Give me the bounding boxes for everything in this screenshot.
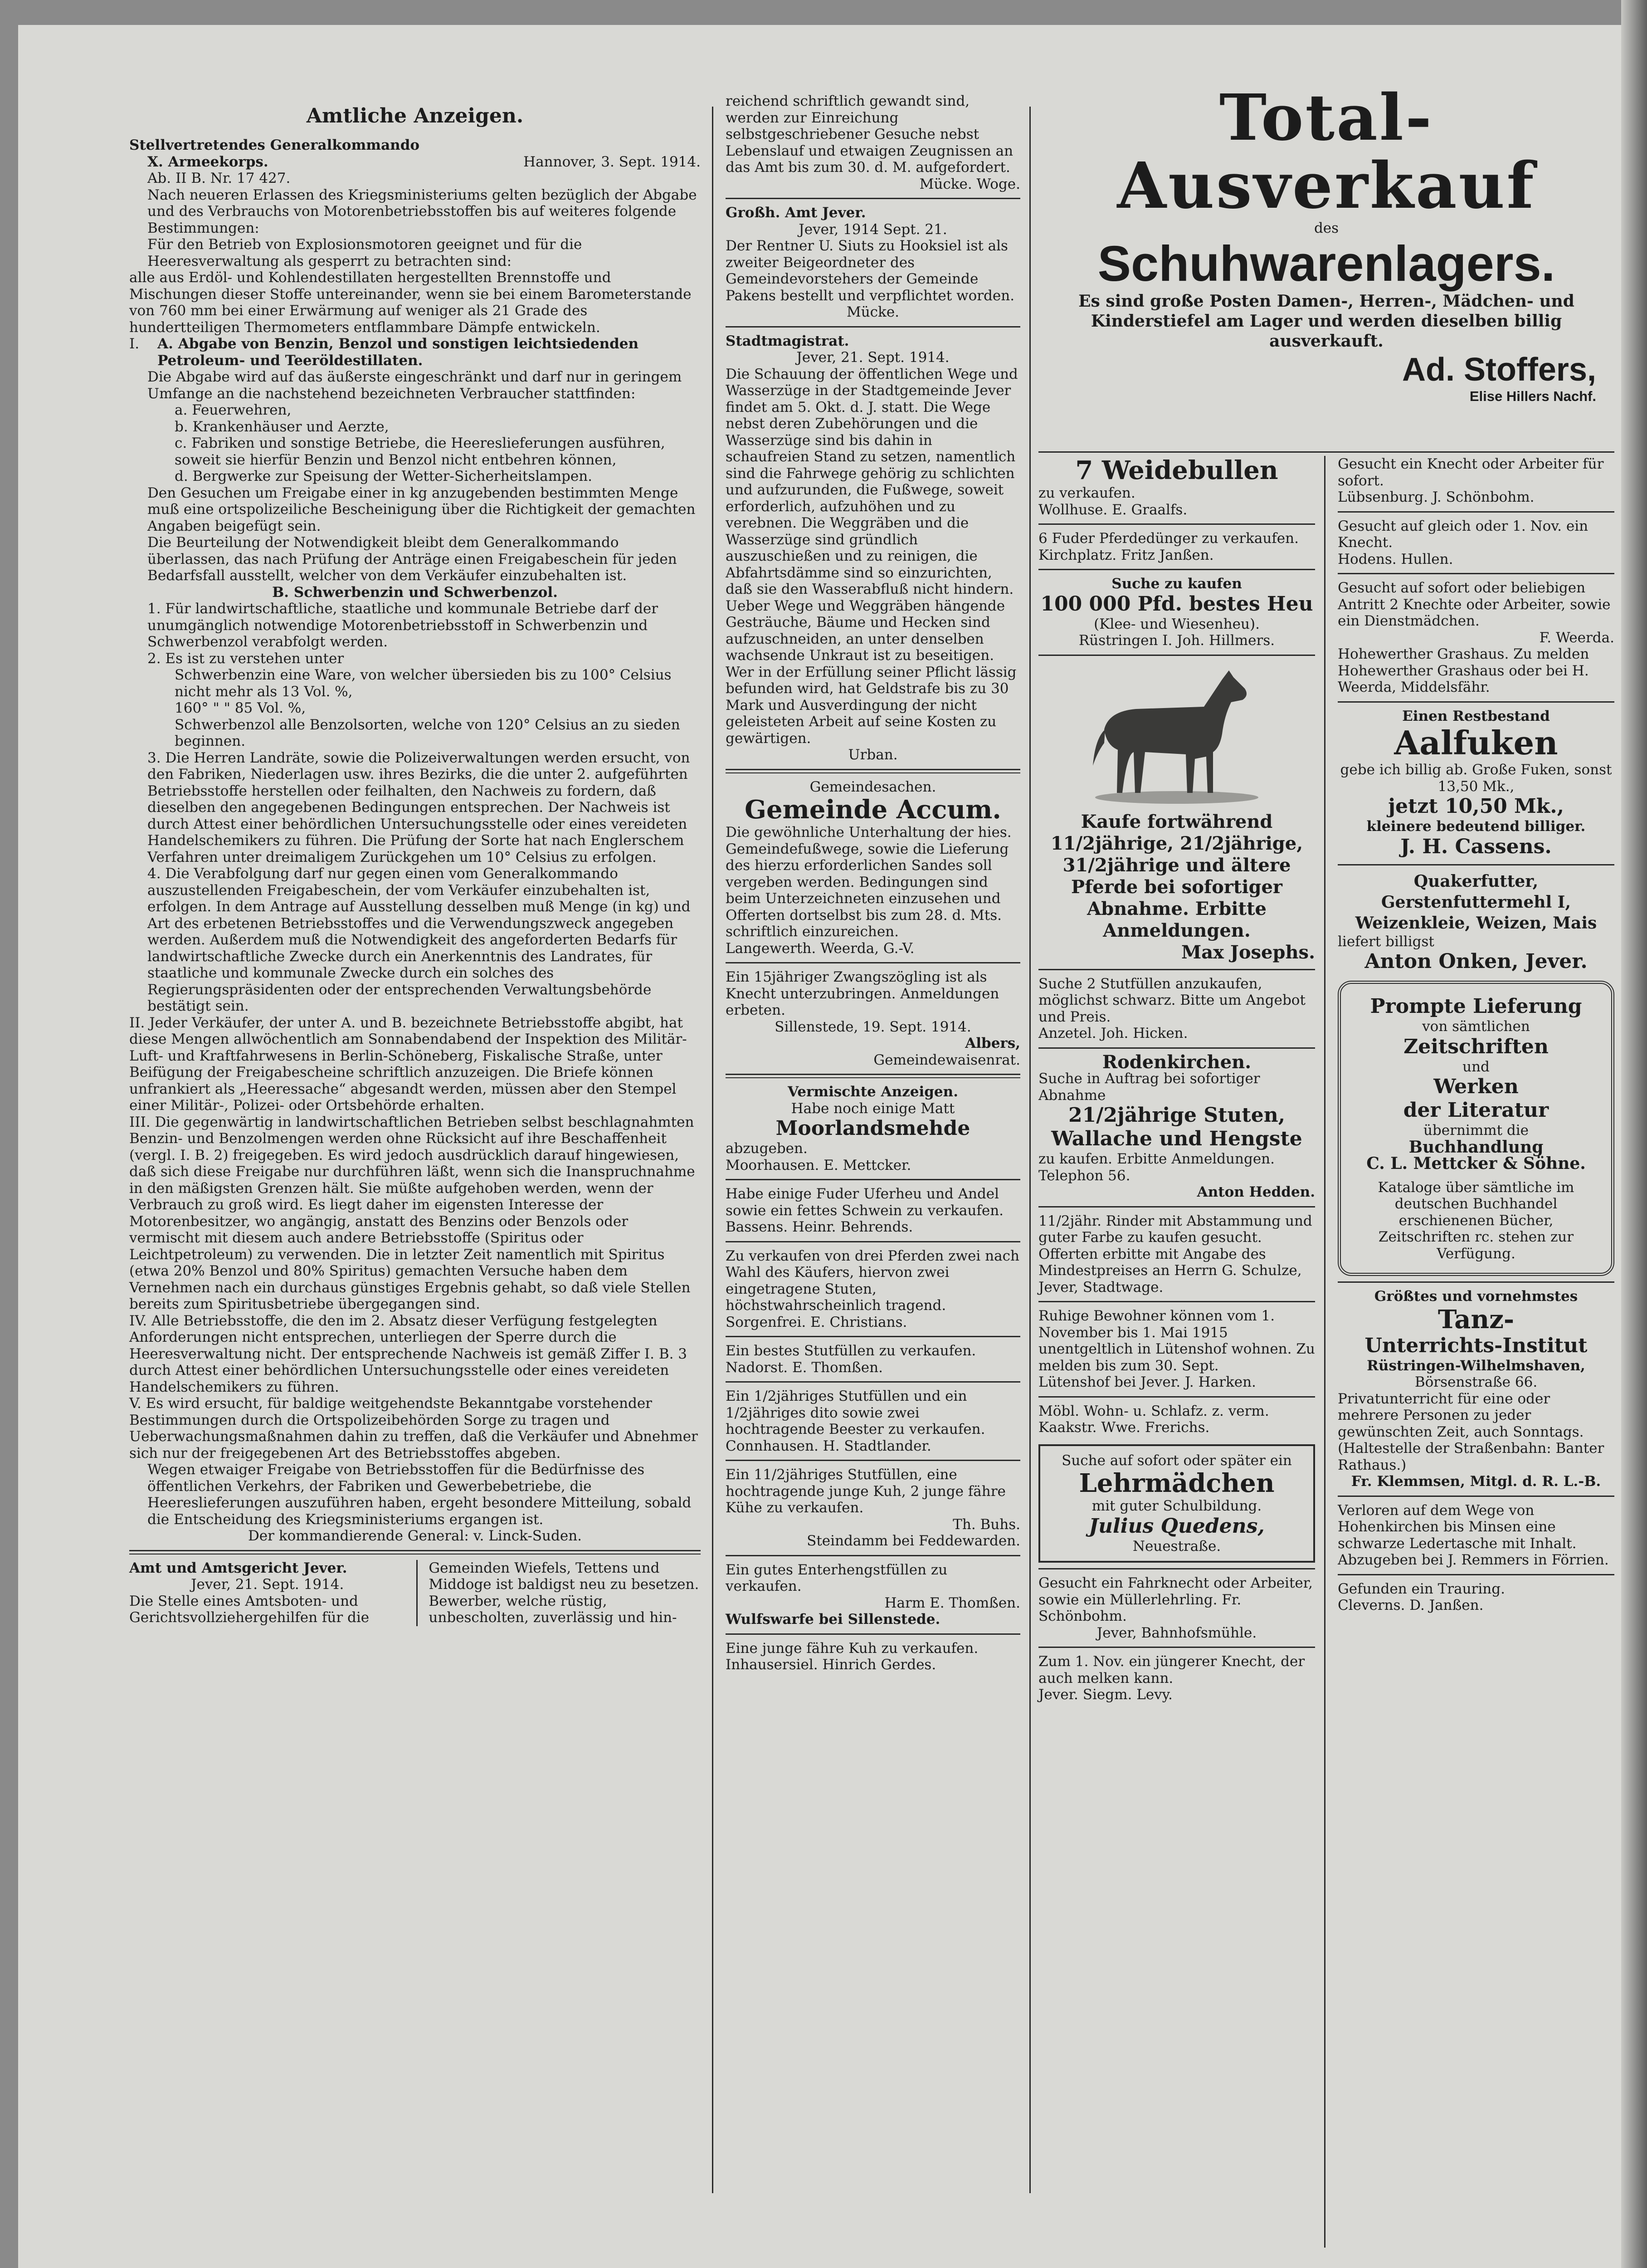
divider (1038, 523, 1315, 525)
signature: Rüstringen I. Joh. Hillmers. (1078, 632, 1275, 649)
ad-text: Börsenstraße 66. (1414, 1374, 1538, 1390)
signature: Inhausersiel. Hinrich Gerdes. (726, 1657, 936, 1673)
ad-text: Gefunden ein Trauring. (1338, 1580, 1505, 1597)
divider (1338, 511, 1614, 513)
ad-text: Ruhige Bewohner können vom 1. November bis 1. Mai 1915 unentgeltlich in Lütenshof wohnen. Zu melden bis zum 30. Sept. (1038, 1308, 1315, 1374)
paragraph: Ein gutes Enterhengstfüllen zu verkaufen. (726, 1561, 948, 1594)
column-notices (726, 93, 1020, 1673)
signature: Jever. Siegm. Levy. (1038, 1686, 1173, 1703)
signature: Lübsenburg. J. Schönbohm. (1338, 489, 1535, 505)
newspaper-page (18, 25, 1621, 2268)
ad-text: Suche zu kaufen (1111, 576, 1242, 592)
paragraph: II. Jeder Verkäufer, der unter A. und B. bezeichnete Betriebsstoffe abgibt, hat diese Mengen allwöchentlich am Sonnabendabend der Inspektion des Militär-Luft- und Kraftfahrwesens in Berlin-Schöneberg, Fiskalische Straße, unter Beifügung der Freigabescheine schriftlich anzuzeigen. Die Briefe können unfrankiert als „Heeressache“ abgesandt werden, müssen aber den Stempel einer Militär-, Polizei- oder Ortsbehörde erhalten. (129, 1014, 687, 1114)
ad-text: kleinere bedeutend billiger. (1366, 818, 1586, 835)
ad-text: mit guter Schulbildung. (1092, 1498, 1262, 1514)
paragraph: Nach neueren Erlassen des Kriegsministeriums gelten bezüglich der Abgabe und des Verbrauchs von Motorenbetriebsstoffen bis auf weiteres folgende Bestimmungen: (147, 186, 697, 236)
paragraph: Schwerbenzol alle Benzolsorten, welche von 120° Celsius an zu sieden beginnen. (175, 716, 680, 749)
divider (726, 326, 1020, 327)
divider (726, 1074, 1020, 1078)
notice-date: Jever, 21. Sept. 1914. (796, 349, 950, 366)
notice-reference: Ab. II B. Nr. 17 427. (147, 170, 291, 186)
divider (1038, 1568, 1315, 1569)
signature: Max Josephs. (1181, 941, 1315, 963)
ad-text: zu kaufen. Erbitte Anmeldungen. Telephon 56. (1038, 1151, 1275, 1184)
section-title: A. Abgabe von Benzin, Benzol und sonstigen leichtsiedenden Petroleum- und Teeröldestillaten. (157, 336, 639, 369)
divider (726, 1336, 1020, 1337)
signature: Fr. Klemmsen, Mitgl. d. R. L.-B. (1351, 1473, 1601, 1490)
ad-title: Schuhwarenlagers. (1097, 235, 1555, 292)
divider (726, 198, 1020, 199)
ad-title: Tanz- (1437, 1304, 1515, 1334)
paragraph: IV. Alle Betriebsstoffe, die den im 2. Absatz dieser Verfügung festgelegten Anforderungen nicht entsprechen, unterliegen der Sperre durch die Heeresverwaltung nicht. Der entsprechende Nachweis ist gemäß Ziffer I. B. 3 durch Attest einer behördlichen Untersuchungsstelle oder eines vereideten Handelschemikers zu führen. (129, 1312, 687, 1395)
signature: Lütenshof bei Jever. J. Harken. (1038, 1374, 1256, 1390)
ad-text: zu verkaufen. (1038, 485, 1135, 501)
ad-title: 21/2jährige Stuten, (1068, 1104, 1286, 1127)
ad-text: Kaufe fortwährend 11/2jährige, 21/2jährige, 31/2jährige und ältere Pferde bei sofortiger Abnahme. Erbitte Anmeldungen. (1050, 811, 1303, 941)
signature: Kaakstr. Wwe. Frerichs. (1038, 1419, 1210, 1436)
ad-title: Aalfuken (1394, 723, 1558, 762)
ad-text: übernimmt die (1423, 1122, 1529, 1139)
ad-text: Neuestraße. (1132, 1538, 1221, 1554)
notice-subtitle: X. Armeekorps. (147, 153, 268, 170)
column-ads-c (1338, 456, 1614, 1614)
ad-title: Moorlandsmehde (775, 1117, 970, 1140)
signature: Kirchplatz. Fritz Janßen. (1038, 547, 1214, 563)
ad-text: Rüstringen-Wilhelmshaven, (1367, 1357, 1585, 1374)
divider (726, 1555, 1020, 1556)
paragraph: Die Stelle eines Amtsboten- und Gerichtsvollziehergehilfen für die (129, 1593, 370, 1626)
ad-title: Werken (1433, 1075, 1519, 1098)
ad-text: Kataloge über sämtliche im deutschen Buchhandel erschienenen Bücher, Zeitschriften rc. stehen zur Verfügung. (1378, 1179, 1574, 1262)
divider (1038, 451, 1614, 453)
divider (1038, 1647, 1315, 1648)
divider (1038, 569, 1315, 570)
column-ads-b (1038, 456, 1315, 1703)
ad-title: Lehrmädchen (1079, 1468, 1275, 1498)
ad-text: von sämtlichen (1422, 1018, 1530, 1035)
ad-title: Total-Ausverkauf (1117, 81, 1536, 223)
ad-title: Zeitschriften (1403, 1035, 1549, 1058)
ad-text: des (1314, 220, 1339, 236)
ad-text: 6 Fuder Pferdedünger zu verkaufen. (1038, 530, 1299, 547)
signature: Anton Hedden. (1197, 1184, 1315, 1200)
notice-date: Jever, 21. Sept. 1914. (191, 1576, 344, 1593)
ad-box-buchhandlung (1338, 981, 1614, 1276)
notice-title: Stellvertretendes Generalkommando (129, 137, 420, 153)
paragraph: alle aus Erdöl- und Kohlendestillaten hergestellten Brennstoffe und Mischungen dieser Stoffe untereinander, wenn sie bei einem Barometerstande von 760 mm bei einer Erwärmung auf weniger als 21 Grade des hundertteiligen Thermometers entflammbare Dämpfe entwickeln. (129, 269, 692, 336)
ad-title: Wallache und Hengste (1051, 1127, 1302, 1150)
list-item: b. Krankenhäuser und Aerzte, (175, 418, 389, 435)
paragraph: III. Die gegenwärtig in landwirtschaftlichen Betrieben selbst beschlagnahmten Benzin- und Benzolmengen werden ohne Rücksicht auf ihre Beschaffenheit (vergl. I. B. 2) freigegeben. Es wird jedoch ausdrücklich darauf hingewiesen, daß sich diese Freigabe nur durchführen läßt, wenn sich die Inanspruchnahme in den mäßigsten Grenzen hält. Sie müßte aufgehoben werden, wenn der Verbrauch zu groß wird. Es liegt daher im eigensten Interesse der Motorenbesitzer, wo angängig, anstatt des Benzins oder Benzols oder vermischt mit diesem auch andere Betriebsstoffe (Spiritus oder Leichtpetroleum) zu verwenden. Die in letzter Zeit namentlich mit Spiritus (etwa 20% Benzol und 80% Spiritus) gemachten Versuche haben dem Vernehmen nach ein durchaus günstiges Ergebnis gehabt, so daß viele Stellen bereits zum Spiritusbetriebe übergegangen sind. (129, 1114, 695, 1312)
ad-text: Privatunterricht für eine oder mehrere Personen zu jeder gewünschten Zeit, auch Sonntags. (Haltestelle der Straßenbahn: Banter Rathaus.) (1338, 1390, 1604, 1473)
page-edge (1621, 0, 1647, 2268)
signature: Albers, (965, 1035, 1020, 1051)
column-rule (1324, 456, 1325, 2248)
signature: Wulfswarfe bei Sillenstede. (726, 1611, 940, 1628)
notice-date: Hannover, 3. Sept. 1914. (523, 153, 701, 170)
divider (726, 1460, 1020, 1461)
divider (1038, 1396, 1315, 1398)
section-heading: Gemeindesachen. (809, 778, 936, 795)
paragraph: 4. Die Verabfolgung darf nur gegen einen vom Generalkommando auszustellenden Freigabeschein, der vom Verkäufer einzubehalten ist, erfolgen. In dem Antrage auf Ausstellung desselben muß Menge (in kg) und Art des erbetenen Betriebsstoffes und die Verwendungszweck angegeben werden. Außerdem muß die Notwendigkeit des angeforderten Bedarfs für landwirtschaftliche Zwecke durch ein Anerkenntnis des Landrates, für staatliche und kommunale Zwecke durch ein solches des Regierungspräsidenten oder der entsprechenden Verwaltungsbehörde bestätigt sein. (147, 865, 691, 1014)
ad-text: 11/2jähr. Rinder mit Abstammung und guter Farbe zu kaufen gesucht. Offerten erbitte mit Angabe des Mindestpreises an Herrn G. Schulze, Jever, Stadtwage. (1038, 1212, 1312, 1295)
paragraph: V. Es wird ersucht, für baldige weitgehendste Bekanntgabe vorstehender Bestimmungen durch die Ortspolizeibehörden Sorge zu tragen und Ueberwachungsmaßnahmen dahin zu treffen, daß die Verkäufer und Abnehmer sich nur der freigegebenen Art des Betriebsstoffes abgeben. (129, 1395, 698, 1461)
paragraph: Zu verkaufen von drei Pferden zwei nach Wahl des Käufers, hiervon zwei eingetragene Stuten, höchstwahrscheinlich tragend. (726, 1247, 1019, 1314)
ad-text: und (1462, 1058, 1490, 1075)
divider (1038, 1206, 1315, 1207)
horse-illustration (1077, 661, 1277, 807)
ad-text: Es sind große Posten Damen-, Herren-, Mädchen- und Kinderstiefel am Lager und werden dieselben billig ausverkauft. (1078, 291, 1574, 351)
paragraph: Die gewöhnliche Unterhaltung der hies. Gemeindefußwege, sowie die Lieferung des hierzu erforderlichen Sandes soll vergeben werden. Bedingungen sind beim Unterzeichneten einzusehen und Offerten dortselbst bis zum 28. d. Mts. schriftlich einzureichen. (726, 824, 1012, 940)
list-item: d. Bergwerke zur Speisung der Wetter-Sicherheitslampen. (175, 468, 593, 484)
paragraph: Der Rentner U. Siuts zu Hooksiel ist als zweiter Beigeordneter des Gemeindevorstehers der Gemeinde Pakens bestellt und verpflichtet worden. (726, 238, 1015, 304)
ad-text: gebe ich billig ab. Große Fuken, sonst 13,50 Mk., (1340, 762, 1612, 795)
divider (726, 1179, 1020, 1180)
signature: Anton Onken, Jever. (1364, 950, 1588, 973)
ad-price: jetzt 10,50 Mk., (1388, 795, 1564, 818)
divider (1038, 1301, 1315, 1302)
ad-title: der Literatur (1403, 1099, 1549, 1122)
signature: Harm E. Thomßen. (884, 1594, 1020, 1611)
ad-text: Suche auf sofort oder später ein (1062, 1452, 1292, 1469)
signature: Langewerth. Weerda, G.-V. (726, 940, 915, 957)
divider (726, 1381, 1020, 1383)
paragraph: Ein 11/2jähriges Stutfüllen, eine hochtragende junge Kuh, 2 junge fähre Kühe zu verkaufen. (726, 1466, 1006, 1516)
column-rule (712, 107, 713, 2193)
notice-date: Sillenstede, 19. Sept. 1914. (775, 1018, 971, 1035)
notice-title: Stadtmagistrat. (726, 332, 849, 349)
ad-text: Suche 2 Stutfüllen anzukaufen, möglichst schwarz. Bitte um Angebot und Preis. (1038, 975, 1306, 1025)
ad-title: Buchhandlung (1408, 1137, 1544, 1157)
paragraph: 160° " " 85 Vol. %, (175, 700, 306, 716)
ad-title: Unterrichts-Institut (1364, 1334, 1588, 1357)
ad-title: Rodenkirchen. (1102, 1051, 1252, 1073)
divider (1338, 1496, 1614, 1497)
list-item: a. Feuerwehren, (175, 402, 292, 418)
paragraph: Habe noch einige Matt (791, 1100, 955, 1117)
divider (726, 1633, 1020, 1635)
paragraph: reichend schriftlich gewandt sind, werden zur Einreichung selbstgeschriebener Gesuche nebst Lebenslauf und etwaigen Zeugnissen an das Amt bis zum 30. d. M. aufgefordert. (726, 93, 1014, 176)
paragraph: 2. Es ist zu verstehen unter (147, 650, 344, 667)
paragraph: Ein 15jähriger Zwangszögling ist als Knecht unterzubringen. Anmeldungen erbeten. (726, 969, 999, 1018)
divider (726, 962, 1020, 963)
divider (1038, 1047, 1315, 1049)
divider (1038, 969, 1315, 970)
column-official (129, 104, 701, 1626)
signature: Urban. (848, 747, 898, 763)
paragraph: Die Schauung der öffentlichen Wege und Wasserzüge in der Stadtgemeinde Jever findet am 5. Okt. d. J. statt. Die Wege nebst deren Zubehörungen und die Wasserzüge sind bis dahin in schaufreien Stand zu setzen, namentlich sind die Fahrwege gehörig zu schlichten und aufzurunden, die Fußwege, soweit erforderlich, aufzuhöhen und zu verebnen. Die Weggräben und die Wasserzüge sind gründlich auszuschießen und zu reinigen, die Abfahrtsdämme sind so einzurichten, daß sie den Wasserabfluß nicht hindern. Ueber Wege und Weggräben hängende Gesträuche, Bäume und Hecken sind aufzuschneiden, an unter denselben wachsende Unkraut ist zu beseitigen. (726, 366, 1018, 664)
paragraph: Wegen etwaiger Freigabe von Betriebsstoffen für die Bedürfnisse des öffentlichen Verkehrs, der Fabriken und Gewerbebetriebe, die Heereslieferungen auszuführen haben, ergeht besondere Mitteilung, sobald die Entscheidung des Kriegsministeriums ergangen ist. (147, 1461, 692, 1528)
ad-text: Gesucht auf gleich oder 1. Nov. ein Knecht. (1338, 518, 1589, 551)
signature: Mücke. (846, 304, 900, 320)
paragraph: Den Gesuchen um Freigabe einer in kg anzugebenden bestimmten Menge muß eine ortspolizeiliche Bescheinigung über die Richtigkeit der gemachten Angaben beigefügt sein. (147, 484, 696, 534)
paragraph: Gemeinden Wiefels, Tettens und Middoge ist baldigst neu zu besetzen. Bewerber, welche rüstig, unbescholten, zuverlässig und hin- (429, 1559, 699, 1626)
ad-text: Hohewerther Grashaus. Zu melden Hohewerther Grashaus oder bei H. Weerda, Middelsfähr. (1338, 646, 1589, 695)
ad-text: Elise Hillers Nachf. (1469, 388, 1596, 404)
paragraph: abzugeben. (726, 1140, 808, 1157)
signature: Connhausen. H. Stadtlander. (726, 1437, 931, 1454)
signature: Hodens. Hullen. (1338, 551, 1453, 567)
signature: Sorgenfrei. E. Christians. (726, 1314, 907, 1330)
signature: F. Weerda. (1539, 629, 1614, 646)
section-heading: Amtliche Anzeigen. (306, 104, 524, 127)
ad-box-lehrmaedchen (1038, 1444, 1315, 1563)
ad-text: Gesucht auf sofort oder beliebigen Antritt 2 Knechte oder Arbeiter, sowie ein Dienstmädchen. (1338, 580, 1611, 629)
paragraph: Schwerbenzin eine Ware, von welcher übersieden bis zu 100° Celsius nicht mehr als 13 Vol. %, (175, 667, 672, 700)
section-heading: Vermischte Anzeigen. (788, 1084, 958, 1100)
divider (1338, 573, 1614, 574)
column-rule (1029, 107, 1031, 2193)
ad-title: Ad. Stoffers, (1402, 351, 1596, 388)
signature: Wollhuse. E. Graalfs. (1038, 501, 1188, 518)
signature: Mücke. Woge. (919, 176, 1020, 192)
signature: Cleverns. D. Janßen. (1338, 1597, 1484, 1613)
divider (1338, 1281, 1614, 1283)
ad-title: 100 000 Pfd. bestes Heu (1040, 592, 1313, 616)
ad-text: Suche in Auftrag bei sofortiger Abnahme (1038, 1070, 1260, 1104)
list-item: c. Fabriken und sonstige Betriebe, die Heereslieferungen ausführen, soweit sie hierfür Benzin und Benzol nicht entbehren können, (175, 435, 665, 468)
ad-text: Gesucht ein Knecht oder Arbeiter für sofort. (1338, 456, 1604, 489)
ad-text: Verloren auf dem Wege von Hohenkirchen bis Minsen eine schwarze Ledertasche mit Inhalt. Abzugeben bei J. Remmers in Förrien. (1338, 1502, 1609, 1568)
divider (1338, 701, 1614, 703)
signature: Nadorst. E. Thomßen. (726, 1359, 883, 1376)
section-number: I. (129, 336, 140, 352)
paragraph: Die Beurteilung der Notwendigkeit bleibt dem Generalkommando überlassen, das nach Prüfung der Anträge einen Freigabeschein für jeden Bedarfsfall ausstellt, welcher von dem Verkäufer einzubehalten ist. (147, 534, 677, 584)
ad-text: Möbl. Wohn- u. Schlafz. z. verm. (1038, 1403, 1269, 1419)
divider (1038, 655, 1315, 656)
notice-date: Jever, 1914 Sept. 21. (799, 221, 947, 238)
divider (129, 1550, 701, 1554)
signature: Jever, Bahnhofsmühle. (1096, 1624, 1257, 1641)
ad-title: Julius Quedens, (1089, 1514, 1265, 1538)
ad-text: Gesucht ein Fahrknecht oder Arbeiter, sowie ein Müllerlehrling. Fr. Schönbohm. (1038, 1575, 1313, 1624)
signature: J. H. Cassens. (1400, 835, 1552, 858)
ad-text: Quakerfutter, Gerstenfuttermehl I, Weizenkleie, Weizen, Mais (1355, 871, 1597, 933)
paragraph: Für den Betrieb von Explosionsmotoren geeignet und für die Heeresverwaltung als gesperrt zu betrachten sind: (147, 236, 582, 269)
signature: Th. Buhs. (953, 1516, 1020, 1533)
divider (1338, 1574, 1614, 1575)
paragraph: Wer in der Erfüllung seiner Pflicht lässig befunden wird, hat Geldstrafe bis zu 30 Mark und Ausverdingung der nicht geleisteten Arbeit auf seine Kosten zu gewärtigen. (726, 664, 1017, 747)
ad-text: liefert billigst (1338, 933, 1434, 950)
ad-title: C. L. Mettcker & Söhne. (1366, 1154, 1586, 1173)
ad-text: Zum 1. Nov. ein jüngerer Knecht, der auch melken kann. (1038, 1653, 1305, 1686)
ad-title: Prompte Lieferung (1370, 995, 1582, 1018)
paragraph: 3. Die Herren Landräte, sowie die Polizeiverwaltungen werden ersucht, von den Fabriken, Niederlagen usw. ihres Bezirks, die die unter 2. aufgeführten Betriebsstoffe herstellen oder feilhalten, den Nachweis zu fordern, daß dieselben den angegebenen Bedingungen entsprechen. Der Nachweis ist durch Attest einer behördlichen Untersuchungsstelle oder eines vereideten Handelschemikers zu führen. Die Prüfung der Sorte hat nach Englerschem Verfahren unter dreimaligem Zurückgehen um 10° Celsius zu erfolgen. (147, 749, 690, 865)
paragraph: Ein 1/2jähriges Stutfüllen und ein 1/2jähriges dito sowie zwei hochtragende Beester zu verkaufen. (726, 1388, 985, 1437)
column-rule (416, 1560, 418, 1626)
paragraph: Die Abgabe wird auf das äußerste eingeschränkt und darf nur in geringem Umfange an die nachstehend bezeichneten Verbraucher stattfinden: (147, 369, 682, 402)
ad-text: Größtes und vornehmstes (1374, 1288, 1578, 1305)
signature: Anzetel. Joh. Hicken. (1038, 1025, 1188, 1041)
ad-title: 7 Weidebullen (1075, 455, 1278, 485)
column-ads-a (1038, 81, 1614, 405)
section-title: B. Schwerbenzin und Schwerbenzol. (272, 584, 558, 601)
paragraph: Habe einige Fuder Uferheu und Andel sowie ein fettes Schwein zu verkaufen. (726, 1186, 1004, 1219)
divider (726, 1241, 1020, 1242)
ad-title: Gemeinde Accum. (745, 795, 1001, 825)
signature: Gemeindewaisenrat. (873, 1051, 1020, 1068)
signature: Bassens. Heinr. Behrends. (726, 1219, 913, 1235)
paragraph: Ein bestes Stutfüllen zu verkaufen. (726, 1343, 976, 1359)
signature: Steindamm bei Feddewarden. (807, 1533, 1020, 1549)
ad-text: (Klee- und Wiesenheu). (1094, 616, 1260, 632)
signature: Moorhausen. E. Mettcker. (726, 1157, 911, 1173)
divider (726, 769, 1020, 773)
divider (1338, 864, 1614, 865)
notice-title: Großh. Amt Jever. (726, 205, 866, 221)
paragraph: Eine junge fähre Kuh zu verkaufen. (726, 1640, 979, 1657)
paragraph: 1. Für landwirtschaftliche, staatliche und kommunale Betriebe darf der unumgänglich notwendige Motorenbetriebsstoff in Schwerbenzin und Schwerbenzol verabfolgt werden. (147, 601, 658, 650)
notice-title: Amt und Amtsgericht Jever. (129, 1559, 347, 1576)
signature: Der kommandierende General: v. Linck-Suden. (248, 1528, 582, 1544)
ad-text: Einen Restbestand (1402, 708, 1550, 724)
